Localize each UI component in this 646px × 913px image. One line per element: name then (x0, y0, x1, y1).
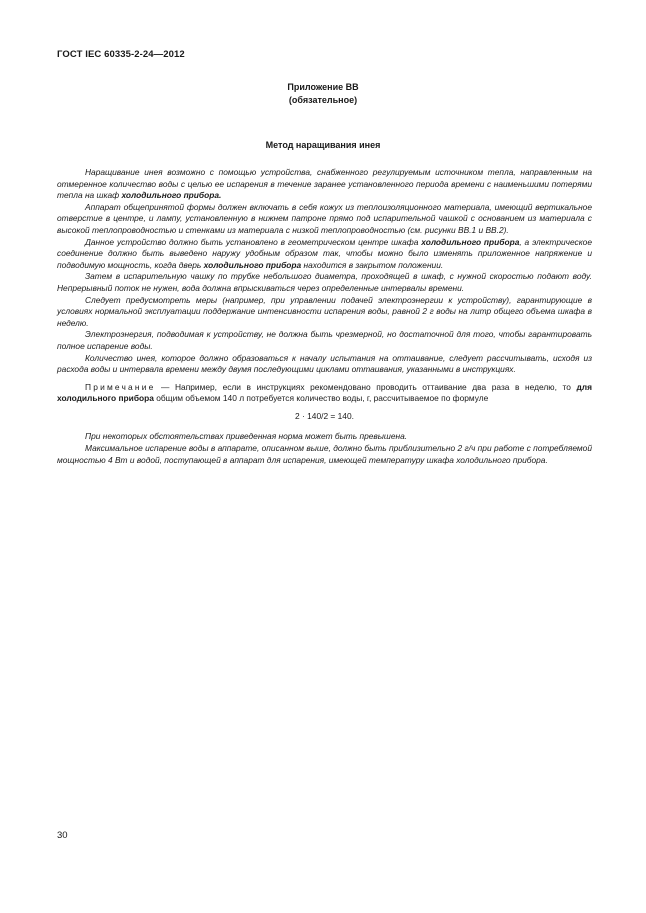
paragraph-3-text-c: , а электрическое соединение должно быть выведено наружу удобным образом так, чтобы можно было изменять приложенное напряжение и подводимую мощность, когда дверь (57, 236, 592, 270)
paragraph-1 (57, 167, 592, 202)
document-code-header: ГОСТ IEC 60335-2-24—2012 (57, 49, 185, 60)
formula: 2 · 140/2 = 140. (295, 410, 354, 421)
paragraph-3-text-a: Данное устройство должно быть установлено в геометрическом центре шкафа (85, 236, 422, 247)
paragraph-9: Максимальное испарение воды в аппарате, описанном выше, должно быть приблизительно 2 г/ч при работе с потребляемой мощностью 4 Вт и водой, поступающей в аппарат для испарения, имеющей температуру шкафа холодильного прибора. (57, 443, 592, 465)
section-title: Метод наращивания инея (265, 140, 381, 150)
paragraph-8: При некоторых обстоятельствах приведенная норма может быть превышена. (85, 431, 408, 442)
term-refrigerating-appliance: холодильного прибора. (121, 190, 222, 201)
annex-title: Приложение ВВ (287, 82, 359, 92)
paragraph-2: Аппарат общепринятой формы должен включать в себя кожух из теплоизоляционного материала, имеющий вертикальное отверстие в центре, и лампу, установленную в нижнем патроне прямо под испарительной чашкой с основанием из материала с высокой теплопроводностью и стенками из материала с низкой теплопроводностью (см. рисунки ВВ.1 и ВВ.2). (57, 201, 592, 235)
note-text-c: общим объемом 140 л потребуется количество воды, г, рассчитываемое по формуле (153, 393, 489, 404)
note-text-a: — Например, если в инструкциях рекомендовано проводить оттаивание два раза в неделю, то (155, 381, 577, 392)
paragraph-6: Электроэнергия, подводимая к устройству, не должна быть чрезмерной, но достаточной для того, чтобы гарантировать полное испарение воды. (57, 329, 592, 351)
document-body (57, 167, 592, 466)
paragraph-3 (57, 237, 592, 272)
page-number: 30 (57, 830, 68, 841)
note-paragraph (57, 382, 592, 405)
paragraph-7: Количество инея, которое должно образоваться к началу испытания на оттаивание, следует рассчитывать, исходя из расхода воды и интервала времени между двумя последующими циклами оттаивания, указанными в инструкциях. (57, 352, 592, 375)
term-refrigerating-appliance: холодильного прибора (203, 259, 302, 270)
term-refrigerating-appliance: холодильного прибора (421, 236, 520, 247)
term-refrigerating-appliance: для холодильного прибора (57, 381, 592, 404)
paragraph-4: Затем в испарительную чашку по трубке небольшого диаметра, проходящей в шкаф, с нужной скоростью подают воду. Непрерывный поток не нужен, вода должна впрыскиваться через определенные интервалы времени. (57, 271, 592, 293)
annex-status: (обязательное) (288, 94, 358, 105)
note-label: Примечание (85, 381, 156, 392)
paragraph-5: Следует предусмотреть меры (например, при управлении подачей электроэнергии к устройству), гарантирующие в условиях нормальной эксплуатации поддержание интенсивности испарения воды, равной 2 г воды на литр общего объема шкафа в неделю. (57, 294, 592, 328)
paragraph-1-text: Наращивание инея возможно с помощью устройства, снабженного регулируемым источником тепла, направленным на отмеренное количество воды с целью ее испарения в течение заранее установленного периода времени с наименьшими потерями тепла на шкаф (57, 167, 592, 201)
paragraph-3-text-e: находится в закрытом положении. (301, 259, 444, 270)
annex-heading (0, 81, 646, 106)
